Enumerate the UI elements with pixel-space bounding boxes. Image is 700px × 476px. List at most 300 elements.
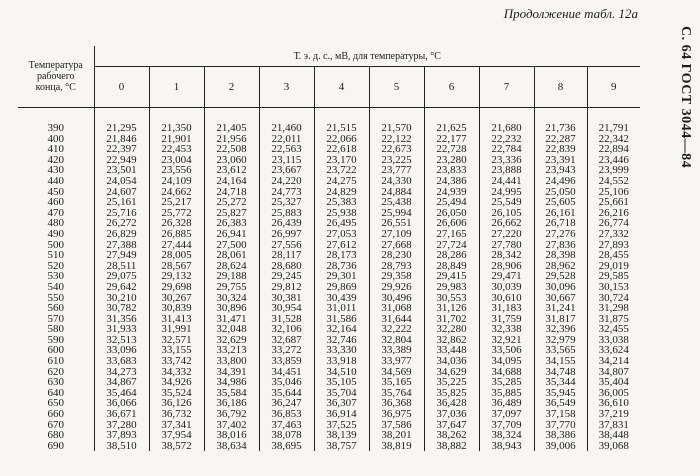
emf-value-cell: 26,439 bbox=[259, 218, 314, 229]
emf-value-cell: 32,804 bbox=[369, 335, 424, 346]
emf-value-cell: 21,791 bbox=[587, 108, 640, 134]
emf-value-cell: 31,413 bbox=[149, 314, 204, 325]
header-line: конца, °С bbox=[35, 82, 76, 93]
emf-value-cell: 36,186 bbox=[204, 398, 259, 409]
emf-value-cell: 22,784 bbox=[479, 144, 534, 155]
emf-value-cell: 29,812 bbox=[259, 282, 314, 293]
emf-value-cell: 31,933 bbox=[94, 324, 149, 335]
emf-value-cell: 38,386 bbox=[534, 430, 587, 441]
emf-value-cell: 22,728 bbox=[424, 144, 479, 155]
emf-value-cell: 25,549 bbox=[479, 197, 534, 208]
emf-value-cell: 28,061 bbox=[204, 250, 259, 261]
emf-value-cell: 29,415 bbox=[424, 271, 479, 282]
emf-value-cell: 36,610 bbox=[587, 398, 640, 409]
emf-value-cell: 32,921 bbox=[479, 335, 534, 346]
emf-value-cell: 27,836 bbox=[534, 240, 587, 251]
emf-value-cell: 37,770 bbox=[534, 420, 587, 431]
emf-value-cell: 26,662 bbox=[479, 218, 534, 229]
emf-value-cell: 35,764 bbox=[369, 388, 424, 399]
temperature-cell: 530 bbox=[47, 270, 64, 283]
emf-value-cell: 21,625 bbox=[424, 108, 479, 134]
temperature-cell: 620 bbox=[47, 365, 64, 378]
emf-value-cell: 22,397 bbox=[94, 144, 149, 155]
temperature-cell: 570 bbox=[47, 312, 64, 325]
emf-value-cell: 27,053 bbox=[314, 229, 369, 240]
emf-value-cell: 39,068 bbox=[587, 441, 640, 452]
emf-value-cell: 27,780 bbox=[479, 240, 534, 251]
emf-value-cell: 21,295 bbox=[94, 108, 149, 134]
emf-value-cell: 22,949 bbox=[94, 155, 149, 166]
emf-value-cell: 22,177 bbox=[424, 134, 479, 145]
emf-value-cell: 33,389 bbox=[369, 345, 424, 356]
emf-value-cell: 30,039 bbox=[479, 282, 534, 293]
column-header-2: 2 bbox=[204, 67, 259, 108]
emf-value-cell: 32,048 bbox=[204, 324, 259, 335]
emf-value-cell: 28,230 bbox=[369, 250, 424, 261]
emf-value-cell: 25,716 bbox=[94, 208, 149, 219]
emf-value-cell: 29,983 bbox=[424, 282, 479, 293]
emf-value-cell: 26,328 bbox=[149, 218, 204, 229]
temperature-cell: 390 bbox=[47, 122, 64, 134]
emf-value-cell: 30,782 bbox=[94, 303, 149, 314]
emf-value-cell: 37,341 bbox=[149, 420, 204, 431]
emf-value-cell: 31,011 bbox=[314, 303, 369, 314]
emf-value-cell: 25,827 bbox=[204, 208, 259, 219]
emf-value-cell: 29,528 bbox=[534, 271, 587, 282]
emf-value-cell: 22,894 bbox=[587, 144, 640, 155]
emf-value-cell: 38,078 bbox=[259, 430, 314, 441]
emf-value-cell: 37,402 bbox=[204, 420, 259, 431]
temperature-cell: 450 bbox=[47, 185, 64, 198]
emf-value-cell: 34,273 bbox=[94, 367, 149, 378]
temperature-cell: 670 bbox=[47, 418, 64, 431]
emf-value-cell: 31,183 bbox=[479, 303, 534, 314]
emf-value-cell: 32,396 bbox=[534, 324, 587, 335]
table-continuation-note: Продолжение табл. 12а bbox=[503, 6, 638, 21]
temperature-cell: 690 bbox=[47, 439, 64, 452]
emf-value-cell: 26,050 bbox=[424, 208, 479, 219]
emf-value-cell: 26,885 bbox=[149, 229, 204, 240]
emf-value-cell: 36,975 bbox=[369, 409, 424, 420]
emf-value-cell: 33,918 bbox=[314, 356, 369, 367]
emf-value-cell: 31,298 bbox=[587, 303, 640, 314]
emf-value-cell: 24,939 bbox=[424, 187, 479, 198]
emf-value-cell: 36,005 bbox=[587, 388, 640, 399]
emf-value-cell: 32,979 bbox=[534, 335, 587, 346]
emf-value-cell: 27,668 bbox=[369, 240, 424, 251]
emf-value-cell: 37,954 bbox=[149, 430, 204, 441]
emf-value-cell: 22,066 bbox=[314, 134, 369, 145]
emf-value-cell: 29,926 bbox=[369, 282, 424, 293]
emf-value-cell: 21,901 bbox=[149, 134, 204, 145]
emf-value-cell: 28,286 bbox=[424, 250, 479, 261]
table-header bbox=[18, 46, 640, 108]
emf-value-cell: 37,831 bbox=[587, 420, 640, 431]
temperature-cell: 400 bbox=[47, 132, 64, 145]
emf-value-cell: 36,671 bbox=[94, 409, 149, 420]
emf-value-cell: 28,962 bbox=[534, 261, 587, 272]
emf-value-cell: 33,859 bbox=[259, 356, 314, 367]
emf-value-cell: 25,327 bbox=[259, 197, 314, 208]
emf-value-cell: 27,388 bbox=[94, 240, 149, 251]
temperature-cell: 430 bbox=[47, 164, 64, 177]
emf-value-cell: 31,586 bbox=[314, 314, 369, 325]
emf-value-cell: 37,463 bbox=[259, 420, 314, 431]
temperature-cell: 590 bbox=[47, 333, 64, 346]
emf-value-cell: 22,342 bbox=[587, 134, 640, 145]
emf-value-cell: 26,829 bbox=[94, 229, 149, 240]
emf-value-cell: 33,272 bbox=[259, 345, 314, 356]
column-header-3: 3 bbox=[259, 67, 314, 108]
temperature-cell: 470 bbox=[47, 206, 64, 219]
emf-value-cell: 25,938 bbox=[314, 208, 369, 219]
emf-value-cell: 31,702 bbox=[424, 314, 479, 325]
emf-value-cell: 23,336 bbox=[479, 155, 534, 166]
emf-value-cell: 26,161 bbox=[534, 208, 587, 219]
emf-value-cell: 31,356 bbox=[94, 314, 149, 325]
emf-value-cell: 34,867 bbox=[94, 377, 149, 388]
emf-value-cell: 27,165 bbox=[424, 229, 479, 240]
table-row bbox=[18, 441, 640, 452]
emf-value-cell: 36,732 bbox=[149, 409, 204, 420]
table-row bbox=[18, 229, 640, 240]
emf-value-cell: 23,556 bbox=[149, 165, 204, 176]
column-header-7: 7 bbox=[479, 67, 534, 108]
emf-value-cell: 22,673 bbox=[369, 144, 424, 155]
emf-value-cell: 24,995 bbox=[479, 187, 534, 198]
emf-value-cell: 27,893 bbox=[587, 240, 640, 251]
emf-value-cell: 36,549 bbox=[534, 398, 587, 409]
emf-value-cell: 29,019 bbox=[587, 261, 640, 272]
emf-value-cell: 38,016 bbox=[204, 430, 259, 441]
emf-value-cell: 30,839 bbox=[149, 303, 204, 314]
temperature-cell: 660 bbox=[47, 408, 64, 421]
emf-value-cell: 37,219 bbox=[587, 409, 640, 420]
temperature-cell: 600 bbox=[47, 344, 64, 357]
column-header-0: 0 bbox=[94, 67, 149, 108]
column-header-8: 8 bbox=[534, 67, 587, 108]
emf-value-cell: 36,247 bbox=[259, 398, 314, 409]
emf-value-cell: 28,117 bbox=[259, 250, 314, 261]
emf-value-cell: 23,943 bbox=[534, 165, 587, 176]
emf-value-cell: 23,612 bbox=[204, 165, 259, 176]
emf-value-cell: 38,882 bbox=[424, 441, 479, 452]
emf-value-cell: 36,792 bbox=[204, 409, 259, 420]
emf-value-cell: 33,038 bbox=[587, 335, 640, 346]
emf-value-cell: 28,680 bbox=[259, 261, 314, 272]
emf-value-cell: 24,773 bbox=[259, 187, 314, 198]
emf-value-cell: 38,324 bbox=[479, 430, 534, 441]
emf-value-cell: 22,453 bbox=[149, 144, 204, 155]
emf-value-cell: 35,165 bbox=[369, 377, 424, 388]
emf-value-cell: 35,404 bbox=[587, 377, 640, 388]
emf-value-cell: 28,511 bbox=[94, 261, 149, 272]
emf-value-cell: 21,405 bbox=[204, 108, 259, 134]
emf-value-cell: 34,451 bbox=[259, 367, 314, 378]
emf-value-cell: 30,553 bbox=[424, 293, 479, 304]
standard-page-label: С. 64 ГОСТ 3044—84 bbox=[678, 26, 693, 169]
emf-value-cell: 37,709 bbox=[479, 420, 534, 431]
emf-value-cell: 34,748 bbox=[534, 367, 587, 378]
emf-value-cell: 28,173 bbox=[314, 250, 369, 261]
emf-value-cell: 37,586 bbox=[369, 420, 424, 431]
emf-value-cell: 32,455 bbox=[587, 324, 640, 335]
table-row bbox=[18, 108, 640, 134]
emf-value-cell: 24,109 bbox=[149, 176, 204, 187]
emf-value-cell: 25,161 bbox=[94, 197, 149, 208]
emf-value-cell: 25,438 bbox=[369, 197, 424, 208]
column-header-5: 5 bbox=[369, 67, 424, 108]
emf-value-cell: 26,272 bbox=[94, 218, 149, 229]
emf-value-cell: 25,272 bbox=[204, 197, 259, 208]
emf-value-cell: 23,888 bbox=[479, 165, 534, 176]
emf-value-cell: 21,680 bbox=[479, 108, 534, 134]
emf-value-cell: 35,704 bbox=[314, 388, 369, 399]
emf-value-cell: 33,096 bbox=[94, 345, 149, 356]
emf-value-cell: 31,644 bbox=[369, 314, 424, 325]
emf-value-cell: 28,906 bbox=[479, 261, 534, 272]
emf-value-cell: 26,495 bbox=[314, 218, 369, 229]
emf-value-cell: 36,853 bbox=[259, 409, 314, 420]
emf-value-cell: 38,201 bbox=[369, 430, 424, 441]
emf-value-cell: 30,381 bbox=[259, 293, 314, 304]
emf-value-cell: 38,757 bbox=[314, 441, 369, 452]
emf-value-cell: 29,642 bbox=[94, 282, 149, 293]
temperature-cell: 490 bbox=[47, 227, 64, 240]
emf-value-cell: 38,572 bbox=[149, 441, 204, 452]
emf-value-cell: 30,267 bbox=[149, 293, 204, 304]
emf-value-cell: 37,036 bbox=[424, 409, 479, 420]
emf-value-cell: 38,819 bbox=[369, 441, 424, 452]
emf-value-cell: 24,662 bbox=[149, 187, 204, 198]
table-row bbox=[18, 176, 640, 187]
thermo-emf-table bbox=[18, 46, 640, 451]
emf-value-cell: 26,383 bbox=[204, 218, 259, 229]
emf-value-cell: 25,106 bbox=[587, 187, 640, 198]
emf-value-cell: 38,943 bbox=[479, 441, 534, 452]
emf-value-cell: 29,471 bbox=[479, 271, 534, 282]
emf-value-cell: 29,698 bbox=[149, 282, 204, 293]
emf-value-cell: 34,629 bbox=[424, 367, 479, 378]
emf-value-cell: 26,774 bbox=[587, 218, 640, 229]
emf-value-cell: 35,105 bbox=[314, 377, 369, 388]
emf-value-cell: 24,164 bbox=[204, 176, 259, 187]
temperature-cell: 420 bbox=[47, 153, 64, 166]
emf-value-cell: 21,570 bbox=[369, 108, 424, 134]
emf-value-cell: 27,332 bbox=[587, 229, 640, 240]
emf-group-header: Т. э. д. с., мВ, для температуры, °С bbox=[94, 46, 640, 67]
emf-value-cell: 34,926 bbox=[149, 377, 204, 388]
column-header-4: 4 bbox=[314, 67, 369, 108]
emf-value-cell: 36,489 bbox=[479, 398, 534, 409]
temperature-cell: 410 bbox=[47, 143, 64, 156]
emf-value-cell: 31,241 bbox=[534, 303, 587, 314]
emf-value-cell: 25,383 bbox=[314, 197, 369, 208]
emf-value-cell: 23,060 bbox=[204, 155, 259, 166]
emf-value-cell: 30,896 bbox=[204, 303, 259, 314]
emf-value-cell: 35,825 bbox=[424, 388, 479, 399]
emf-value-cell: 31,068 bbox=[369, 303, 424, 314]
emf-value-cell: 27,444 bbox=[149, 240, 204, 251]
temperature-cell: 580 bbox=[47, 323, 64, 336]
column-header-9: 9 bbox=[587, 67, 640, 108]
emf-value-cell: 38,139 bbox=[314, 430, 369, 441]
emf-value-cell: 25,994 bbox=[369, 208, 424, 219]
emf-value-cell: 23,667 bbox=[259, 165, 314, 176]
emf-value-cell: 22,563 bbox=[259, 144, 314, 155]
emf-value-cell: 31,126 bbox=[424, 303, 479, 314]
emf-value-cell: 33,977 bbox=[369, 356, 424, 367]
emf-value-cell: 33,330 bbox=[314, 345, 369, 356]
emf-value-cell: 22,839 bbox=[534, 144, 587, 155]
header-line: рабочего bbox=[36, 71, 75, 82]
temperature-cell: 460 bbox=[47, 196, 64, 209]
emf-value-cell: 29,869 bbox=[314, 282, 369, 293]
temperature-cell: 560 bbox=[47, 302, 64, 315]
emf-value-cell: 26,606 bbox=[424, 218, 479, 229]
emf-value-cell: 35,885 bbox=[479, 388, 534, 399]
emf-value-cell: 24,054 bbox=[94, 176, 149, 187]
emf-value-cell: 34,807 bbox=[587, 367, 640, 378]
emf-value-cell: 26,105 bbox=[479, 208, 534, 219]
emf-value-cell: 35,464 bbox=[94, 388, 149, 399]
emf-value-cell: 29,075 bbox=[94, 271, 149, 282]
emf-value-cell: 34,986 bbox=[204, 377, 259, 388]
emf-value-cell: 36,066 bbox=[94, 398, 149, 409]
emf-value-cell: 32,164 bbox=[314, 324, 369, 335]
emf-value-cell: 38,448 bbox=[587, 430, 640, 441]
emf-value-cell: 38,695 bbox=[259, 441, 314, 452]
emf-value-cell: 25,605 bbox=[534, 197, 587, 208]
emf-value-cell: 34,214 bbox=[587, 356, 640, 367]
emf-value-cell: 23,170 bbox=[314, 155, 369, 166]
emf-value-cell: 31,817 bbox=[534, 314, 587, 325]
emf-value-cell: 30,439 bbox=[314, 293, 369, 304]
emf-value-cell: 32,513 bbox=[94, 335, 149, 346]
temperature-cell: 500 bbox=[47, 238, 64, 251]
emf-value-cell: 28,849 bbox=[424, 261, 479, 272]
emf-value-cell: 27,612 bbox=[314, 240, 369, 251]
emf-value-cell: 24,220 bbox=[259, 176, 314, 187]
emf-value-cell: 37,893 bbox=[94, 430, 149, 441]
emf-value-cell: 24,330 bbox=[369, 176, 424, 187]
column-header-1: 1 bbox=[149, 67, 204, 108]
emf-value-cell: 23,722 bbox=[314, 165, 369, 176]
emf-value-cell: 23,446 bbox=[587, 155, 640, 166]
emf-value-cell: 37,647 bbox=[424, 420, 479, 431]
emf-value-cell: 31,759 bbox=[479, 314, 534, 325]
emf-value-cell: 31,875 bbox=[587, 314, 640, 325]
emf-value-cell: 32,571 bbox=[149, 335, 204, 346]
emf-value-cell: 36,126 bbox=[149, 398, 204, 409]
emf-value-cell: 28,398 bbox=[534, 250, 587, 261]
emf-value-cell: 28,455 bbox=[587, 250, 640, 261]
emf-value-cell: 24,829 bbox=[314, 187, 369, 198]
temperature-cell: 630 bbox=[47, 376, 64, 389]
emf-value-cell: 23,225 bbox=[369, 155, 424, 166]
emf-value-cell: 38,634 bbox=[204, 441, 259, 452]
emf-value-cell: 30,324 bbox=[204, 293, 259, 304]
table-row bbox=[18, 282, 640, 293]
emf-value-cell: 32,746 bbox=[314, 335, 369, 346]
emf-value-cell: 24,718 bbox=[204, 187, 259, 198]
temperature-cell: 650 bbox=[47, 397, 64, 410]
emf-value-cell: 28,793 bbox=[369, 261, 424, 272]
emf-value-cell: 28,736 bbox=[314, 261, 369, 272]
emf-value-cell: 34,036 bbox=[424, 356, 479, 367]
emf-value-cell: 24,552 bbox=[587, 176, 640, 187]
emf-value-cell: 24,496 bbox=[534, 176, 587, 187]
emf-value-cell: 21,736 bbox=[534, 108, 587, 134]
emf-value-cell: 29,585 bbox=[587, 271, 640, 282]
emf-value-cell: 23,280 bbox=[424, 155, 479, 166]
emf-value-cell: 34,391 bbox=[204, 367, 259, 378]
temperature-cell: 680 bbox=[47, 429, 64, 442]
header-line: Температура bbox=[28, 60, 83, 71]
emf-value-cell: 21,460 bbox=[259, 108, 314, 134]
emf-value-cell: 35,644 bbox=[259, 388, 314, 399]
emf-value-cell: 25,661 bbox=[587, 197, 640, 208]
emf-value-cell: 26,997 bbox=[259, 229, 314, 240]
emf-value-cell: 24,275 bbox=[314, 176, 369, 187]
emf-value-cell: 21,515 bbox=[314, 108, 369, 134]
emf-value-cell: 34,095 bbox=[479, 356, 534, 367]
emf-value-cell: 27,220 bbox=[479, 229, 534, 240]
emf-value-cell: 33,155 bbox=[149, 345, 204, 356]
emf-value-cell: 35,344 bbox=[534, 377, 587, 388]
emf-value-cell: 38,262 bbox=[424, 430, 479, 441]
emf-value-cell: 36,368 bbox=[369, 398, 424, 409]
emf-value-cell: 39,006 bbox=[534, 441, 587, 452]
emf-value-cell: 34,155 bbox=[534, 356, 587, 367]
emf-value-cell: 23,833 bbox=[424, 165, 479, 176]
emf-value-cell: 29,301 bbox=[314, 271, 369, 282]
emf-value-cell: 22,232 bbox=[479, 134, 534, 145]
emf-value-cell: 31,991 bbox=[149, 324, 204, 335]
emf-value-cell: 29,358 bbox=[369, 271, 424, 282]
emf-value-cell: 25,050 bbox=[534, 187, 587, 198]
emf-value-cell: 37,097 bbox=[479, 409, 534, 420]
emf-value-cell: 35,225 bbox=[424, 377, 479, 388]
emf-value-cell: 30,210 bbox=[94, 293, 149, 304]
emf-value-cell: 30,610 bbox=[479, 293, 534, 304]
emf-value-cell: 32,687 bbox=[259, 335, 314, 346]
table-body bbox=[18, 108, 640, 452]
emf-value-cell: 28,624 bbox=[204, 261, 259, 272]
emf-value-cell: 30,954 bbox=[259, 303, 314, 314]
emf-value-cell: 23,501 bbox=[94, 165, 149, 176]
temperature-cell: 610 bbox=[47, 355, 64, 368]
emf-value-cell: 26,551 bbox=[369, 218, 424, 229]
emf-value-cell: 22,618 bbox=[314, 144, 369, 155]
emf-value-cell: 33,624 bbox=[587, 345, 640, 356]
emf-value-cell: 25,217 bbox=[149, 197, 204, 208]
temperature-cell: 550 bbox=[47, 291, 64, 304]
emf-value-cell: 36,307 bbox=[314, 398, 369, 409]
temperature-cell: 540 bbox=[47, 280, 64, 293]
emf-value-cell: 30,496 bbox=[369, 293, 424, 304]
emf-value-cell: 35,285 bbox=[479, 377, 534, 388]
emf-value-cell: 27,109 bbox=[369, 229, 424, 240]
emf-value-cell: 32,338 bbox=[479, 324, 534, 335]
emf-value-cell: 28,567 bbox=[149, 261, 204, 272]
emf-value-cell: 32,106 bbox=[259, 324, 314, 335]
emf-value-cell: 25,494 bbox=[424, 197, 479, 208]
column-header-6: 6 bbox=[424, 67, 479, 108]
emf-value-cell: 27,724 bbox=[424, 240, 479, 251]
temperature-cell: 640 bbox=[47, 386, 64, 399]
emf-value-cell: 22,287 bbox=[534, 134, 587, 145]
